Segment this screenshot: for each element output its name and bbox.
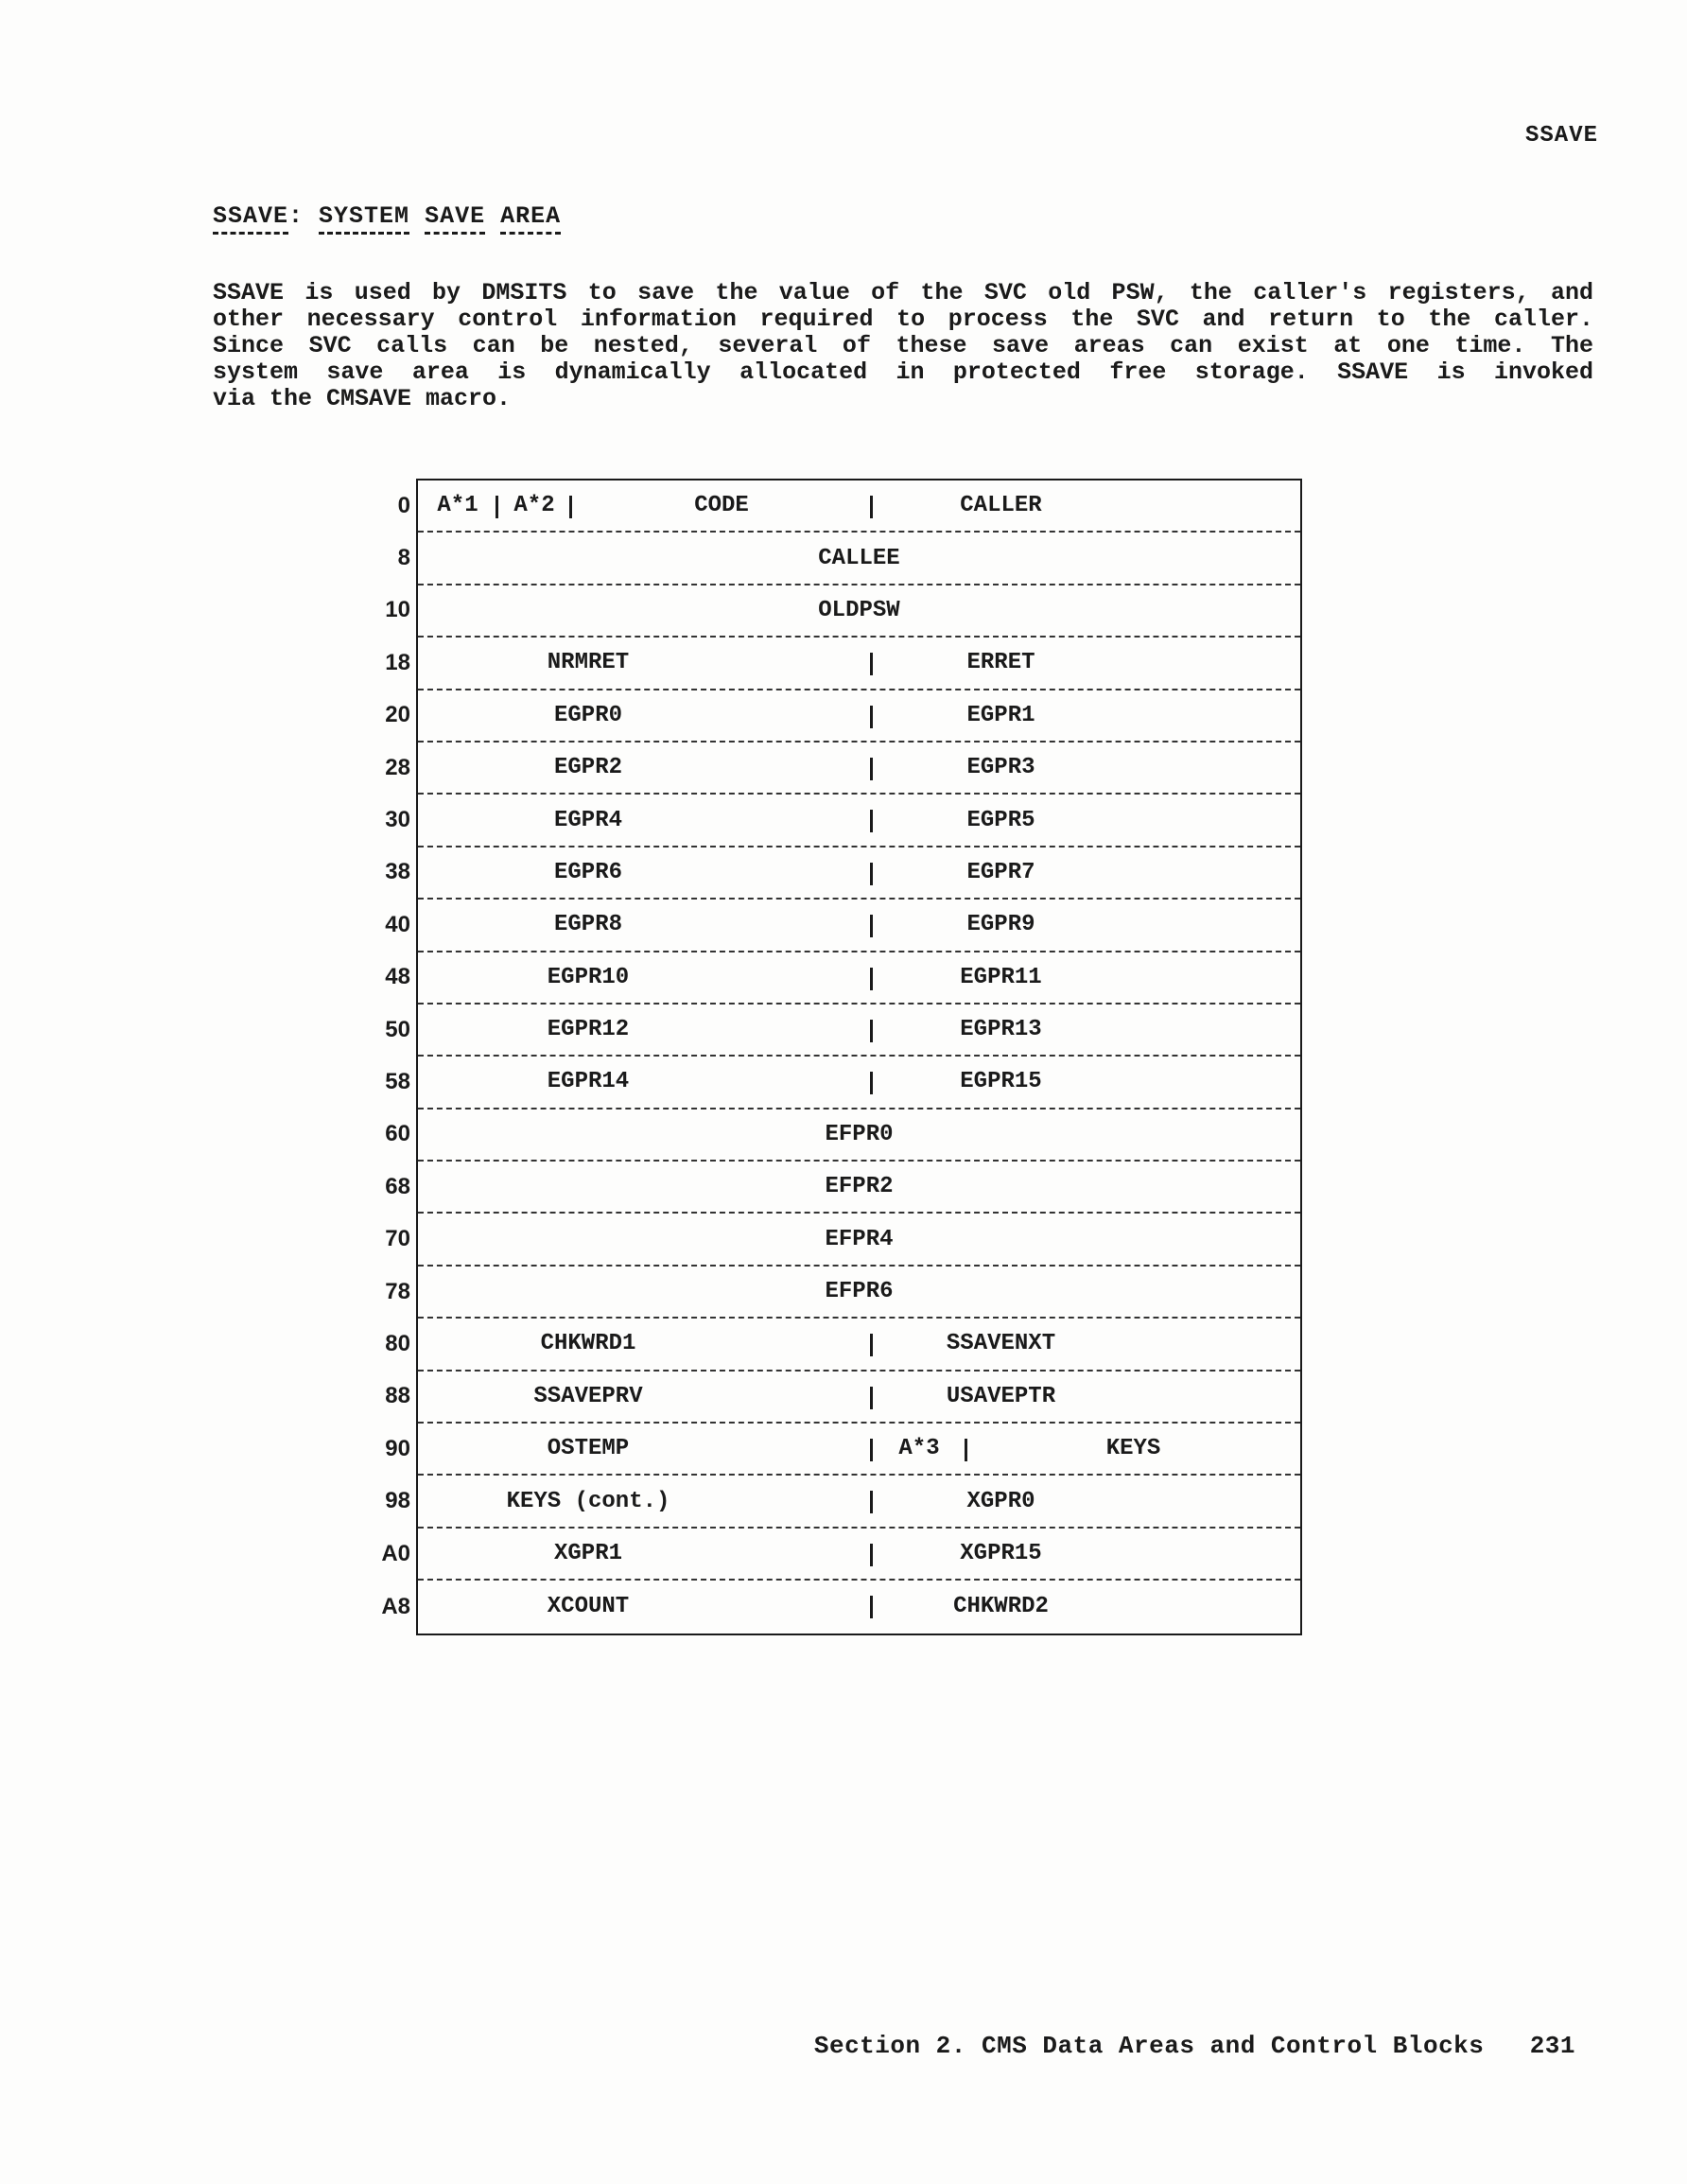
diagram-row bbox=[381, 1529, 1300, 1581]
field-name: EGPR3 bbox=[966, 755, 1035, 781]
field-divider bbox=[870, 1439, 873, 1461]
row-offset: 28 bbox=[385, 754, 410, 780]
diagram-row bbox=[385, 1109, 1300, 1162]
intro-line: system save area is dynamically allocated in protected free storage. SSAVE is invoked bbox=[213, 358, 1593, 386]
field-divider bbox=[870, 706, 873, 728]
row-offset: 18 bbox=[385, 649, 410, 675]
diagram-row bbox=[385, 1319, 1300, 1371]
row-offset: 70 bbox=[385, 1226, 410, 1252]
diagram-row bbox=[385, 795, 1300, 847]
field-name: EGPR11 bbox=[960, 964, 1042, 990]
row-offset: A8 bbox=[381, 1593, 410, 1619]
field-name: EGPR1 bbox=[966, 702, 1035, 728]
title-word: SAVE bbox=[425, 202, 485, 235]
title-name: SSAVE bbox=[213, 202, 288, 235]
field-name: EFPR6 bbox=[825, 1279, 894, 1305]
field-name: EGPR10 bbox=[547, 964, 630, 990]
row-offset: 0 bbox=[397, 492, 410, 518]
field-name: ERRET bbox=[966, 650, 1035, 676]
diagram-row bbox=[397, 533, 1300, 585]
diagram-row bbox=[385, 638, 1300, 690]
intro-line: SSAVE is used by DMSITS to save the value of the SVC old PSW, the caller's registers, and bbox=[213, 279, 1593, 306]
diagram-row bbox=[385, 900, 1300, 952]
diagram-row bbox=[385, 1057, 1300, 1109]
diagram-row bbox=[385, 1162, 1300, 1214]
field-name: A*3 bbox=[898, 1436, 940, 1462]
row-offset: 80 bbox=[385, 1330, 410, 1356]
field-name: EGPR7 bbox=[966, 859, 1035, 885]
field-divider bbox=[870, 1020, 873, 1042]
page-header: SSAVE bbox=[1524, 123, 1598, 149]
section-title bbox=[213, 202, 561, 230]
diagram-row bbox=[381, 1581, 1300, 1633]
field-name: A*1 bbox=[437, 493, 478, 519]
field-name: NRMRET bbox=[547, 650, 630, 676]
field-divider bbox=[870, 653, 873, 675]
field-name: EGPR6 bbox=[553, 859, 622, 885]
field-name: EGPR12 bbox=[547, 1017, 630, 1043]
field-name: EGPR0 bbox=[553, 702, 622, 728]
field-name: EGPR4 bbox=[553, 807, 622, 833]
field-name: CHKWRD1 bbox=[540, 1331, 636, 1357]
field-name: EFPR0 bbox=[825, 1121, 894, 1147]
field-name: USAVEPTR bbox=[946, 1383, 1056, 1409]
row-offset: 10 bbox=[385, 597, 410, 623]
field-divider bbox=[870, 1072, 873, 1094]
field-name: CALLER bbox=[960, 493, 1042, 519]
row-offset: 38 bbox=[385, 859, 410, 885]
field-divider bbox=[496, 496, 498, 518]
field-name: EGPR14 bbox=[547, 1069, 630, 1095]
row-offset: 20 bbox=[385, 702, 410, 728]
field-name: EGPR15 bbox=[960, 1069, 1042, 1095]
field-name: EFPR2 bbox=[825, 1174, 894, 1200]
field-divider bbox=[870, 496, 873, 518]
ssave-layout-diagram bbox=[381, 479, 1302, 1635]
title-word: AREA bbox=[500, 202, 561, 235]
field-name: CALLEE bbox=[818, 545, 900, 571]
row-offset: A0 bbox=[381, 1540, 410, 1566]
field-name: A*2 bbox=[513, 493, 555, 519]
field-name: XGPR1 bbox=[553, 1541, 622, 1566]
field-name: EGPR8 bbox=[553, 912, 622, 938]
intro-paragraph bbox=[213, 280, 1593, 412]
row-offset: 78 bbox=[385, 1278, 410, 1304]
field-divider bbox=[569, 496, 572, 518]
diagram-row bbox=[397, 480, 1300, 533]
field-name: SSAVEPRV bbox=[533, 1383, 643, 1409]
field-name: XGPR15 bbox=[960, 1541, 1042, 1566]
field-divider bbox=[870, 915, 873, 937]
row-offset: 58 bbox=[385, 1068, 410, 1094]
field-divider bbox=[870, 1596, 873, 1618]
row-offset: 90 bbox=[385, 1435, 410, 1461]
row-offset: 48 bbox=[385, 964, 410, 990]
diagram-row bbox=[385, 690, 1300, 743]
row-offset: 60 bbox=[385, 1121, 410, 1147]
diagram-row bbox=[385, 585, 1300, 638]
diagram-row bbox=[385, 1267, 1300, 1319]
row-offset: 40 bbox=[385, 911, 410, 937]
row-offset: 8 bbox=[397, 545, 410, 571]
field-name: EFPR4 bbox=[825, 1226, 894, 1252]
footer-page-number: 231 bbox=[1529, 2032, 1575, 2060]
title-word: SYSTEM bbox=[319, 202, 409, 235]
intro-line: Since SVC calls can be nested, several of these save areas can exist at one time. The bbox=[213, 332, 1593, 359]
field-name: EGPR2 bbox=[553, 755, 622, 781]
field-divider bbox=[870, 810, 873, 832]
intro-line: via the CMSAVE macro. bbox=[213, 385, 512, 412]
field-name: XCOUNT bbox=[547, 1594, 630, 1620]
field-name: OSTEMP bbox=[547, 1436, 630, 1462]
field-name: CODE bbox=[694, 493, 749, 519]
field-divider bbox=[870, 1387, 873, 1409]
field-name: CHKWRD2 bbox=[953, 1594, 1049, 1620]
diagram-row bbox=[385, 1476, 1300, 1528]
field-divider bbox=[870, 758, 873, 780]
diagram-row bbox=[385, 743, 1300, 795]
field-name: EGPR13 bbox=[960, 1017, 1042, 1043]
diagram-row bbox=[385, 1214, 1300, 1266]
field-divider bbox=[870, 968, 873, 990]
field-name: EGPR9 bbox=[966, 912, 1035, 938]
field-name: EGPR5 bbox=[966, 807, 1035, 833]
row-offset: 98 bbox=[385, 1488, 410, 1514]
diagram-row bbox=[385, 1372, 1300, 1424]
row-offset: 30 bbox=[385, 807, 410, 833]
row-offset: 68 bbox=[385, 1173, 410, 1199]
footer-section: Section 2. CMS Data Areas and Control Blocks bbox=[813, 2032, 1485, 2060]
diagram-row bbox=[385, 1424, 1300, 1476]
field-divider bbox=[965, 1439, 967, 1461]
field-name: KEYS bbox=[1105, 1436, 1161, 1462]
page-footer bbox=[814, 2032, 1575, 2060]
field-name: SSAVENXT bbox=[946, 1331, 1056, 1357]
field-divider bbox=[870, 1491, 873, 1513]
field-name: XGPR0 bbox=[966, 1488, 1035, 1514]
diagram-row bbox=[385, 847, 1300, 900]
field-divider bbox=[870, 1544, 873, 1566]
field-divider bbox=[870, 1334, 873, 1356]
field-name: KEYS (cont.) bbox=[506, 1488, 670, 1514]
field-name: OLDPSW bbox=[818, 597, 900, 623]
diagram-row bbox=[385, 952, 1300, 1005]
row-offset: 50 bbox=[385, 1016, 410, 1042]
field-divider bbox=[870, 863, 873, 885]
row-offset: 88 bbox=[385, 1383, 410, 1409]
diagram-row bbox=[385, 1005, 1300, 1057]
intro-line: other necessary control information required to process the SVC and return to the caller. bbox=[213, 306, 1593, 333]
title-separator: : bbox=[288, 202, 304, 230]
